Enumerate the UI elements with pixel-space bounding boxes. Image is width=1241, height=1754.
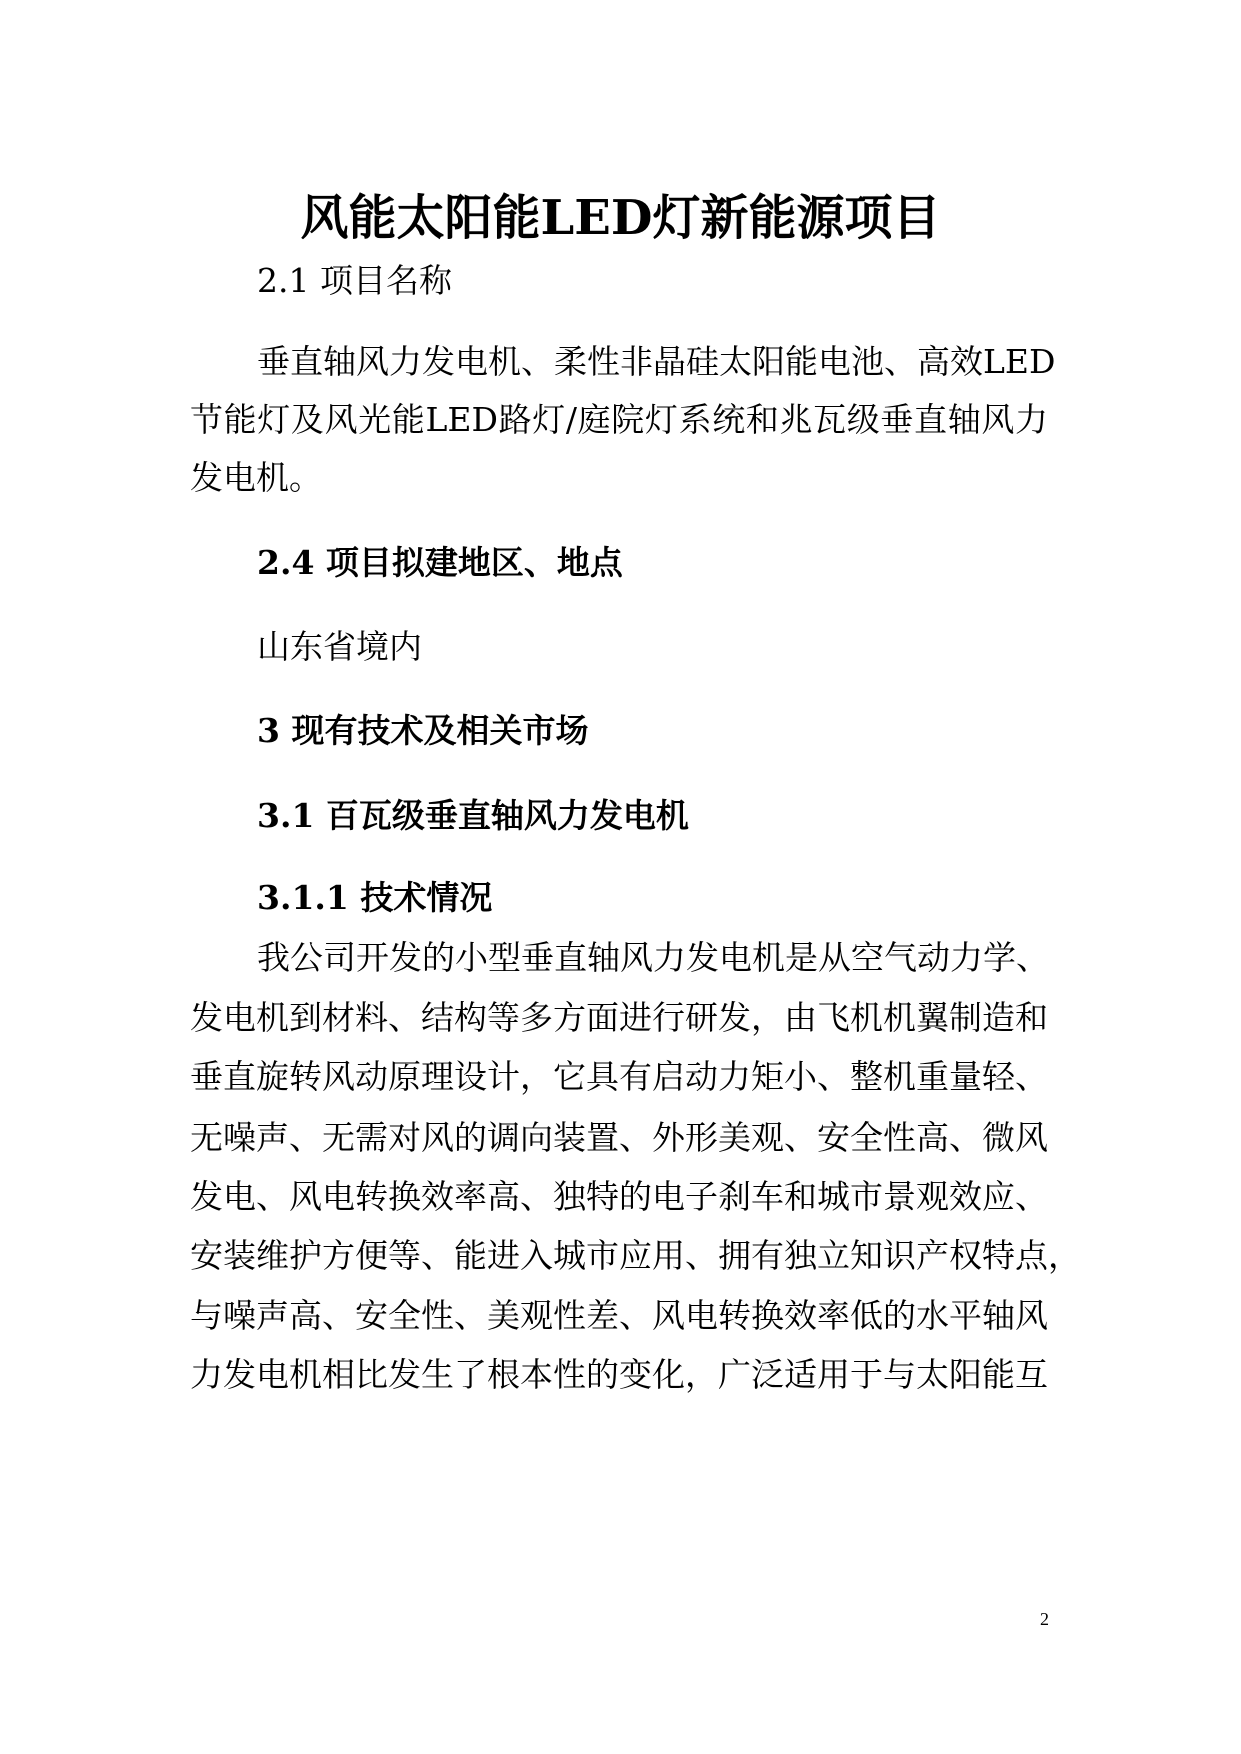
section-3-1-1-body-line-4: 无噪声、无需对风的调向装置、外形美观、安全性高、微风 [190, 1118, 1048, 1157]
section-3-1-1-body-line-7: 与噪声高、安全性、美观性差、风电转换效率低的水平轴风 [190, 1296, 1048, 1335]
section-3-1-1-body-line-6: 安装维护方便等、能进入城市应用、拥有独立知识产权特点， [190, 1236, 1081, 1275]
document-title: 风能太阳能LED灯新能源项目 [300, 190, 941, 246]
section-3-1-heading: 3.1 百瓦级垂直轴风力发电机 [257, 796, 689, 835]
section-3-1-1-heading: 3.1.1 技术情况 [257, 878, 493, 917]
section-2-4-body: 山东省境内 [257, 627, 422, 666]
section-3-1-1-body-line-1: 我公司开发的小型垂直轴风力发电机是从空气动力学、 [257, 938, 1049, 977]
section-2-1-body-line-1: 垂直轴风力发电机、柔性非晶硅太阳能电池、高效LED [257, 342, 1056, 381]
section-3-1-1-body-line-8: 力发电机相比发生了根本性的变化，广泛适用于与太阳能互 [190, 1355, 1048, 1394]
section-2-1-body-line-2: 节能灯及风光能LED路灯/庭院灯系统和兆瓦级垂直轴风力 [190, 400, 1048, 439]
section-3-1-1-body-line-2: 发电机到材料、结构等多方面进行研发，由飞机机翼制造和 [190, 998, 1048, 1037]
section-2-1-body-line-3: 发电机。 [190, 458, 322, 497]
section-3-1-1-body-line-5: 发电、风电转换效率高、独特的电子刹车和城市景观效应、 [190, 1177, 1048, 1216]
section-2-4-heading: 2.4 项目拟建地区、地点 [257, 543, 623, 582]
section-2-1-heading: 2.1 项目名称 [257, 261, 452, 300]
page-number: 2 [1040, 1609, 1049, 1629]
section-3-1-1-body-line-3: 垂直旋转风动原理设计，它具有启动力矩小、整机重量轻、 [190, 1057, 1048, 1096]
section-3-heading: 3 现有技术及相关市场 [257, 711, 589, 750]
